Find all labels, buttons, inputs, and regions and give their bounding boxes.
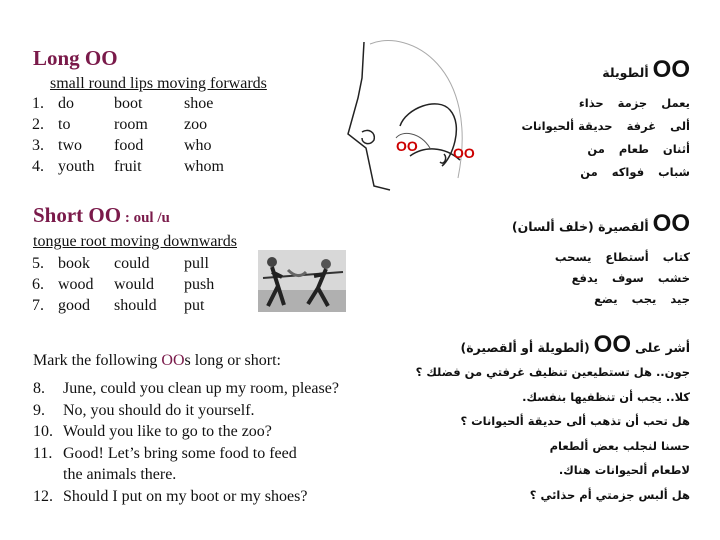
arabic-word: خشب [657, 271, 690, 285]
arabic-word: حذاء [578, 96, 604, 110]
exercise-prompt-text: Mark the following [33, 352, 162, 369]
exercise-item-number: 10. [33, 423, 53, 440]
word-cell-b: would [114, 276, 154, 293]
word-cell-a: wood [58, 276, 94, 293]
arabic-word-row [555, 271, 690, 292]
short-oo-description: tongue root moving downwards [33, 233, 237, 250]
arabic-exercise-list [416, 365, 690, 512]
arabic-long-oo: OO [652, 56, 690, 83]
arabic-word: أستطاع [605, 250, 649, 264]
arabic-word: غرفة [626, 119, 657, 133]
arabic-exercise-oo: OO [593, 331, 631, 358]
exercise-item [33, 464, 339, 486]
arabic-exercise-label-pre: أشر على [635, 340, 690, 355]
word-cell-b: food [114, 137, 144, 154]
arabic-word: جزمة [617, 96, 648, 110]
arabic-word: يدفع [571, 271, 598, 285]
arabic-exercise-line: هل ألبس جزمتي أم حذائي ؟ [529, 487, 690, 502]
diagram-oo-label-1: OO [396, 138, 418, 154]
exercise-item-number: 11. [33, 444, 53, 462]
word-row [32, 93, 244, 114]
arabic-word: ألى [670, 119, 690, 133]
short-oo-word-table [32, 253, 244, 316]
arabic-exercise-heading [461, 331, 690, 359]
word-cell-a: youth [58, 158, 95, 175]
arabic-short-oo: OO [652, 210, 690, 237]
word-cell-a: book [58, 255, 90, 272]
exercise-item-text: Should I put on my boot or my shoes? [63, 487, 308, 505]
arabic-short-label: ألقصيرة (خلف ألسان) [511, 219, 649, 234]
word-row [32, 295, 244, 316]
exercise-item [33, 378, 339, 400]
arabic-word-row [521, 142, 690, 165]
word-row [32, 274, 244, 295]
exercise-item [33, 421, 339, 443]
arabic-word: من [580, 165, 598, 179]
word-cell-n: 5. [32, 255, 44, 272]
arabic-word: شباب [658, 165, 690, 179]
word-cell-a: do [58, 95, 74, 112]
exercise-list [33, 378, 339, 507]
arabic-short-heading [512, 210, 690, 238]
exercise-item-text: June, could you clean up my room, please? [63, 380, 339, 397]
word-cell-n: 3. [32, 137, 44, 154]
arabic-exercise-line: كلا.. يجب أن تنظفيها بنفسك. [522, 389, 690, 404]
word-cell-n: 4. [32, 158, 44, 175]
exercise-item [33, 400, 339, 422]
exercise-prompt [33, 350, 281, 371]
arabic-long-table [521, 96, 690, 188]
arabic-exercise-line: هل تحب أن تذهب ألى حديقة ألحيوانات ؟ [460, 414, 690, 428]
exercise-prompt-oo: OO [161, 352, 185, 369]
exercise-item-text: the animals there. [63, 466, 177, 483]
word-cell-c: zoo [184, 116, 208, 133]
word-cell-c: who [184, 137, 212, 154]
arabic-word: من [587, 142, 605, 156]
exercise-item-text: Good! Let’s bring some food to feed [63, 444, 297, 462]
word-cell-n: 6. [32, 276, 44, 293]
long-oo-word-table [32, 93, 244, 177]
exercise-item-number: 12. [33, 487, 53, 505]
arabic-word-row [521, 119, 690, 142]
arabic-word-row [521, 165, 690, 188]
word-cell-c: whom [184, 158, 224, 175]
word-row [32, 253, 244, 274]
short-oo-title: Short OO [33, 203, 122, 227]
word-cell-n: 2. [32, 116, 44, 133]
arabic-word: يعمل [661, 96, 690, 110]
arabic-word: سوف [611, 271, 644, 285]
arabic-exercise-label-post: (ألطويلة أو ألقصيرة) [460, 340, 590, 355]
word-cell-c: shoe [184, 95, 214, 112]
word-cell-b: could [114, 255, 150, 272]
arabic-word: يضع [594, 292, 618, 306]
arabic-long-heading [602, 56, 690, 84]
exercise-item [33, 443, 339, 465]
word-cell-b: should [114, 297, 157, 314]
arabic-exercise-line: حسنا لنجلب بعض ألطعام [549, 438, 690, 453]
exercise-item-text: Would you like to go to the zoo? [63, 423, 272, 440]
exercise-item-number: 9. [33, 401, 45, 419]
word-cell-b: room [114, 116, 148, 133]
word-cell-n: 7. [32, 297, 44, 314]
arabic-short-table [555, 250, 690, 313]
word-row [32, 114, 244, 135]
arabic-word-row [555, 292, 690, 313]
arabic-word-row [555, 250, 690, 271]
tug-of-war-image [258, 250, 346, 312]
exercise-item-number: 8. [33, 380, 45, 397]
exercise-item [33, 486, 339, 508]
arabic-exercise-line: لاطعام ألحيوانات هناك. [558, 463, 690, 477]
arabic-word: فواكه [611, 165, 645, 179]
word-cell-a: two [58, 137, 82, 154]
word-cell-c: put [184, 297, 205, 314]
diagram-oo-label-2: OO [453, 145, 475, 161]
short-oo-heading [33, 203, 170, 228]
arabic-word: أثنان [662, 142, 690, 156]
word-cell-b: fruit [114, 158, 142, 175]
arabic-word-row [521, 96, 690, 119]
arabic-word: جيد [670, 292, 690, 306]
mouth-diagram [340, 38, 492, 200]
arabic-word: طعام [618, 142, 649, 156]
word-row [32, 156, 244, 177]
arabic-word: كتاب [662, 250, 690, 264]
word-row [32, 135, 244, 156]
word-cell-a: good [58, 297, 90, 314]
exercise-prompt-suffix: s long or short: [184, 352, 281, 369]
arabic-long-label: ألطويلة [602, 65, 649, 80]
long-oo-description: small round lips moving forwards [50, 75, 267, 92]
arabic-word: حديقة ألحيوانات [521, 119, 613, 133]
long-oo-title: Long OO [33, 46, 118, 70]
exercise-item-text: No, you should do it yourself. [63, 401, 255, 419]
word-cell-c: push [184, 276, 215, 293]
arabic-word: يسحب [554, 250, 592, 264]
word-cell-c: pull [184, 255, 209, 272]
short-oo-subtitle: : oul /u [121, 210, 170, 226]
arabic-exercise-line: جون.. هل تستطيعين تنظيف غرفتي من فضلك ؟ [415, 365, 690, 379]
word-cell-b: boot [114, 95, 143, 112]
arabic-word: يجب [631, 292, 657, 306]
word-cell-n: 1. [32, 95, 44, 112]
word-cell-a: to [58, 116, 71, 133]
